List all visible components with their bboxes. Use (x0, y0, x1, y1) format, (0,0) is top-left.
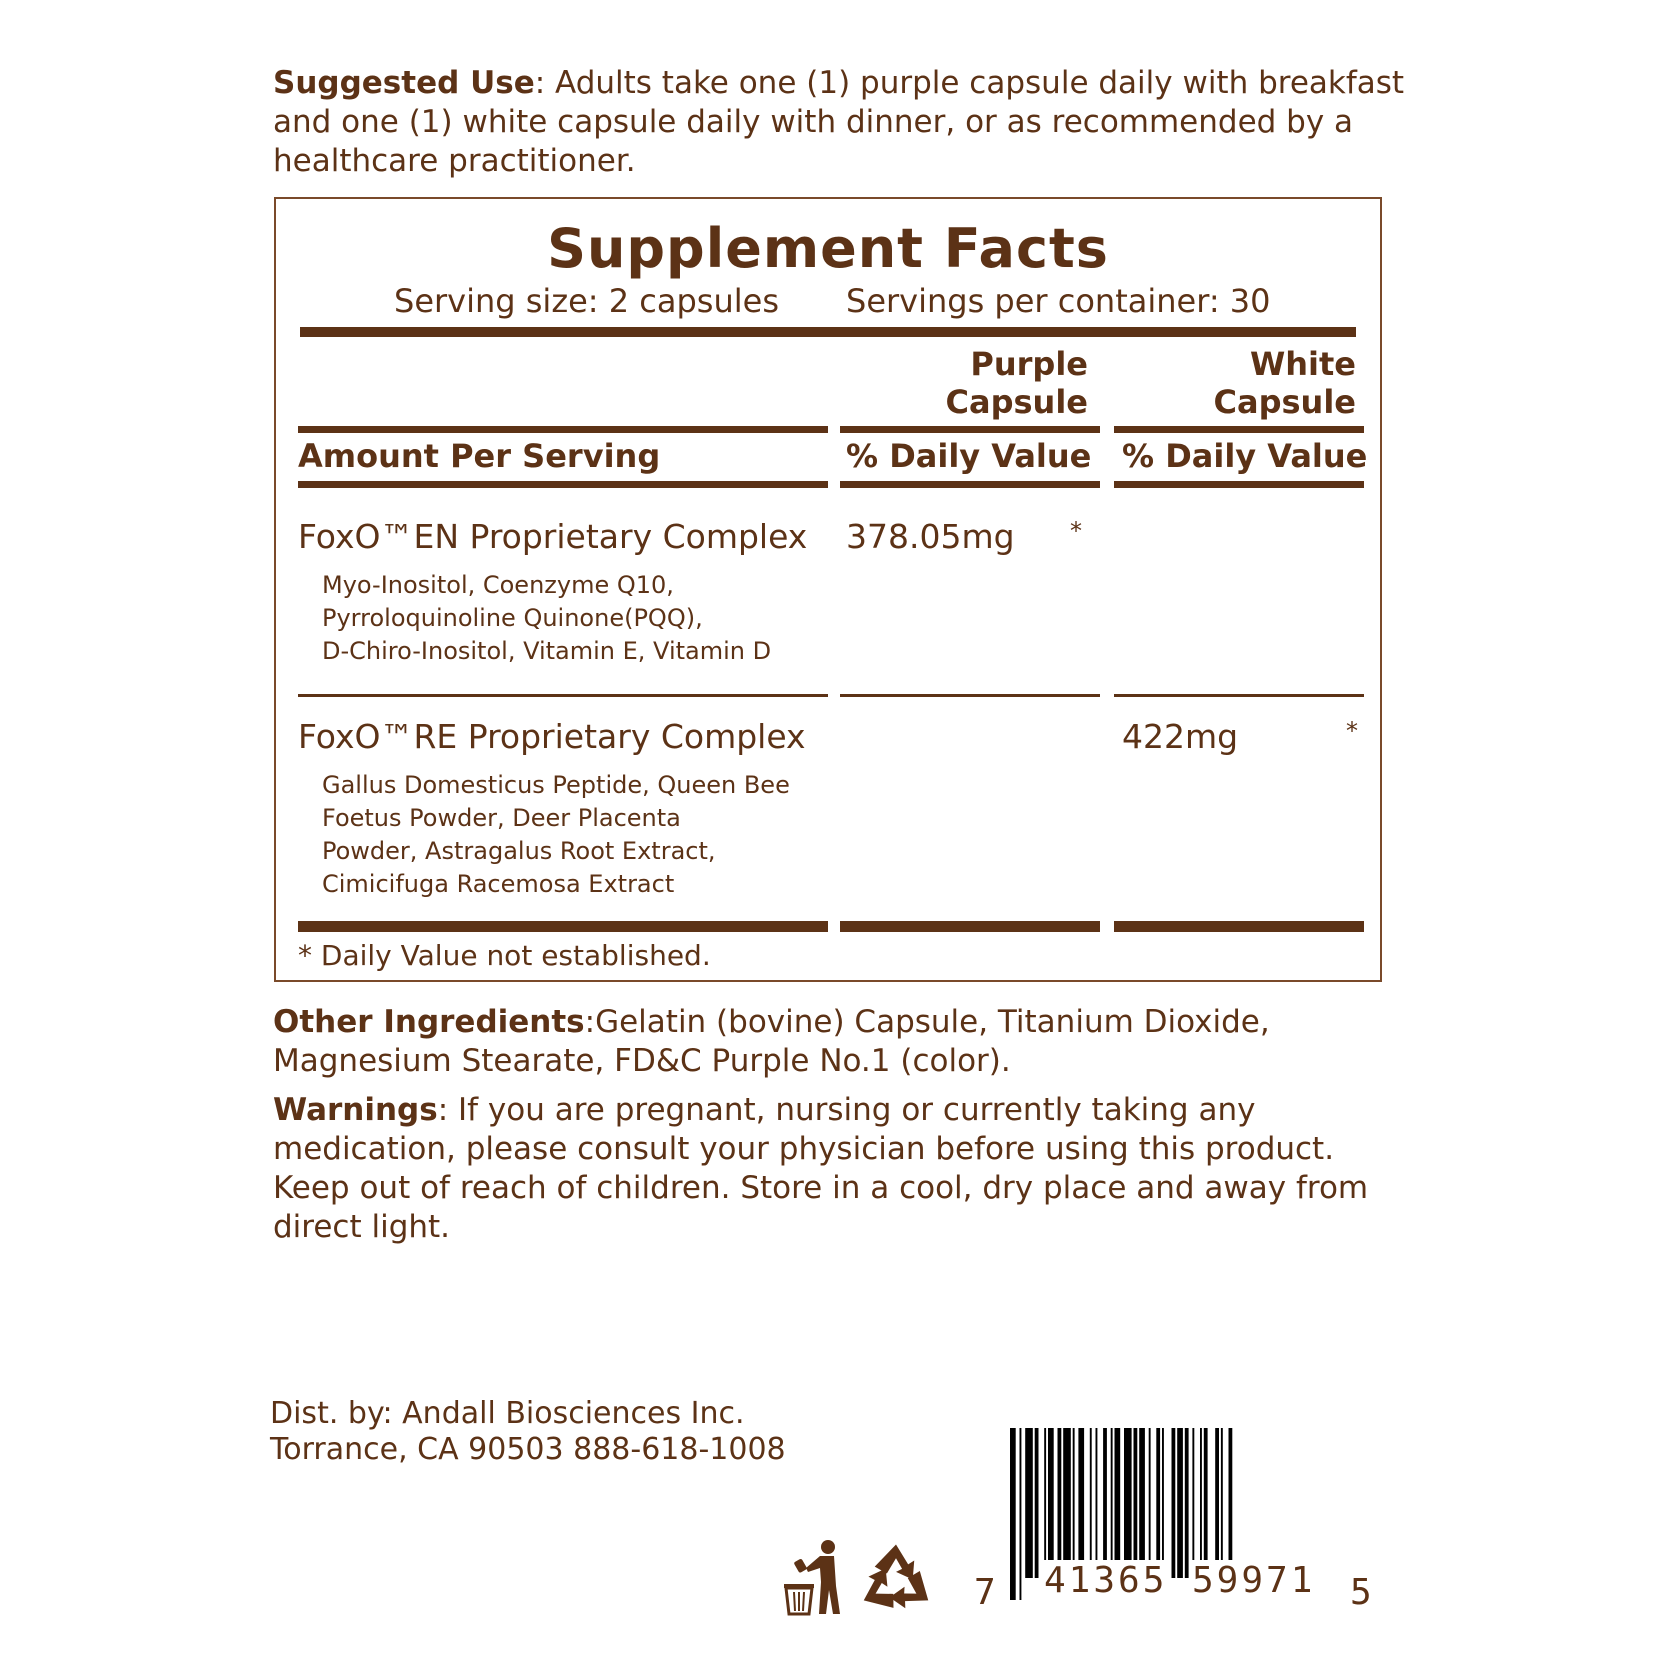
amount-per-serving: Amount Per Serving (298, 437, 661, 475)
barcode-lead-digit: 7 (974, 1572, 996, 1613)
barcode (974, 1428, 1372, 1613)
warnings-text: : If you are pregnant, nursing or currently taking any medication, please consult your physician before using this product. Keep out of reach of children. Store in a cool, dry place and away from direct light. (273, 1092, 1369, 1245)
distributor-line1: Dist. by: Andall Biosciences Inc. (270, 1396, 745, 1431)
col-purple-header (846, 345, 1088, 421)
rule-segment (1114, 426, 1364, 433)
barcode-bar (1172, 1428, 1176, 1578)
rule-segment (298, 426, 828, 433)
barcode-bar (1073, 1428, 1075, 1578)
sub-ingredient-line: D-Chiro-Inositol, Vitamin E, Vitamin D (322, 637, 772, 665)
col-white-line2: Capsule (1213, 383, 1356, 421)
warnings-label: Warnings (273, 1092, 438, 1128)
thick-rule (840, 921, 1100, 932)
row-divider (840, 694, 1100, 697)
rule-segment (1114, 481, 1364, 488)
barcode-digits-left: 41365 (1044, 1560, 1168, 1601)
barcode-bar (1185, 1428, 1189, 1578)
barcode-bar (1010, 1428, 1016, 1600)
dv-footnote: * Daily Value not established. (298, 939, 711, 972)
col-purple-line1: Purple (970, 345, 1088, 383)
rule-segment (840, 481, 1100, 488)
dv-purple-header: % Daily Value (846, 437, 1092, 475)
barcode-bar (1090, 1428, 1092, 1578)
white-amount: 422mg (1122, 717, 1239, 756)
col-white-header (1116, 345, 1356, 421)
sub-ingredient-line: Cimicifuga Racemosa Extract (322, 870, 675, 898)
ingredient-sublist (322, 769, 842, 901)
barcode-bar (1134, 1428, 1138, 1578)
other-ingredients-label: Other Ingredients (273, 1004, 585, 1040)
col-purple-line2: Capsule (945, 383, 1088, 421)
barcode-check-digit: 5 (1350, 1572, 1372, 1613)
barcode-digits-right: 59971 (1192, 1560, 1316, 1601)
rule-segment (840, 426, 1100, 433)
ingredient-sublist (322, 569, 842, 668)
barcode-bar (1192, 1428, 1194, 1578)
barcode-bar (1111, 1428, 1113, 1578)
barcode-bar (1177, 1428, 1183, 1578)
barcode-bar (1204, 1428, 1208, 1578)
other-ingredients-paragraph (273, 1003, 1453, 1081)
barcode-bar (1156, 1428, 1160, 1578)
tidyman-icon (782, 1538, 844, 1616)
facts-title: Supplement Facts (547, 217, 1109, 280)
barcode-bar (1149, 1428, 1151, 1578)
sub-ingredient-line: Pyrroloquinoline Quinone(PQQ), (322, 604, 703, 632)
barcode-bar (1025, 1428, 1033, 1578)
other-ingredients-text: :Gelatin (bovine) Capsule, Titanium Dioxide, Magnesium Stearate, FD&C Purple No.1 (color). (273, 1004, 1270, 1079)
rule-segment (298, 481, 828, 488)
sub-ingredient-line: Gallus Domesticus Peptide, Queen Bee (322, 771, 790, 799)
barcode-bar (1035, 1428, 1039, 1578)
thick-rule (300, 327, 1356, 337)
barcode-bar (1139, 1428, 1145, 1578)
servings-per-container: Servings per container: 30 (846, 282, 1271, 320)
row-divider (298, 694, 828, 697)
purple-dv: * (1070, 517, 1082, 545)
thick-rule (1114, 921, 1364, 932)
warnings-paragraph (273, 1091, 1413, 1247)
barcode-bar (1058, 1428, 1062, 1578)
serving-size: Serving size: 2 capsules (394, 282, 779, 320)
barcode-bar (1103, 1428, 1107, 1578)
thick-rule (298, 921, 828, 932)
sub-ingredient-line: Foetus Powder, Deer Placenta (322, 804, 681, 832)
ingredient-name: FoxO™EN Proprietary Complex (298, 517, 808, 556)
distributor-line2: Torrance, CA 90503 888-618-1008 (270, 1432, 786, 1467)
suggested-use-text: : Adults take one (1) purple capsule daily with breakfast and one (1) white capsule daily with dinner, or as recommended by a healthcare practitioner. (273, 65, 1405, 179)
barcode-bar (1020, 1428, 1022, 1600)
purple-amount: 378.05mg (846, 517, 1015, 556)
row-divider (1114, 694, 1364, 697)
supplement-facts-panel (274, 197, 1382, 982)
sub-ingredient-line: Myo-Inositol, Coenzyme Q10, (322, 571, 674, 599)
barcode-bar (1048, 1428, 1054, 1578)
sub-ingredient-line: Powder, Astragalus Root Extract, (322, 837, 716, 865)
barcode-bar (1162, 1428, 1164, 1578)
col-white-line1: White (1249, 345, 1356, 383)
suggested-use-label: Suggested Use (273, 65, 535, 101)
dv-white-header: % Daily Value (1122, 437, 1368, 475)
barcode-bar (1078, 1428, 1084, 1578)
barcode-bar (1044, 1428, 1046, 1578)
suggested-use-paragraph (273, 64, 1453, 181)
barcode-bar (1200, 1428, 1202, 1578)
barcode-bar (1063, 1428, 1071, 1578)
recycle-icon (858, 1540, 934, 1616)
barcode-bar (1215, 1428, 1219, 1578)
ingredient-name: FoxO™RE Proprietary Complex (298, 717, 806, 756)
barcode-bar (1096, 1428, 1098, 1578)
white-dv: * (1346, 717, 1358, 745)
distributor-info (270, 1396, 786, 1468)
